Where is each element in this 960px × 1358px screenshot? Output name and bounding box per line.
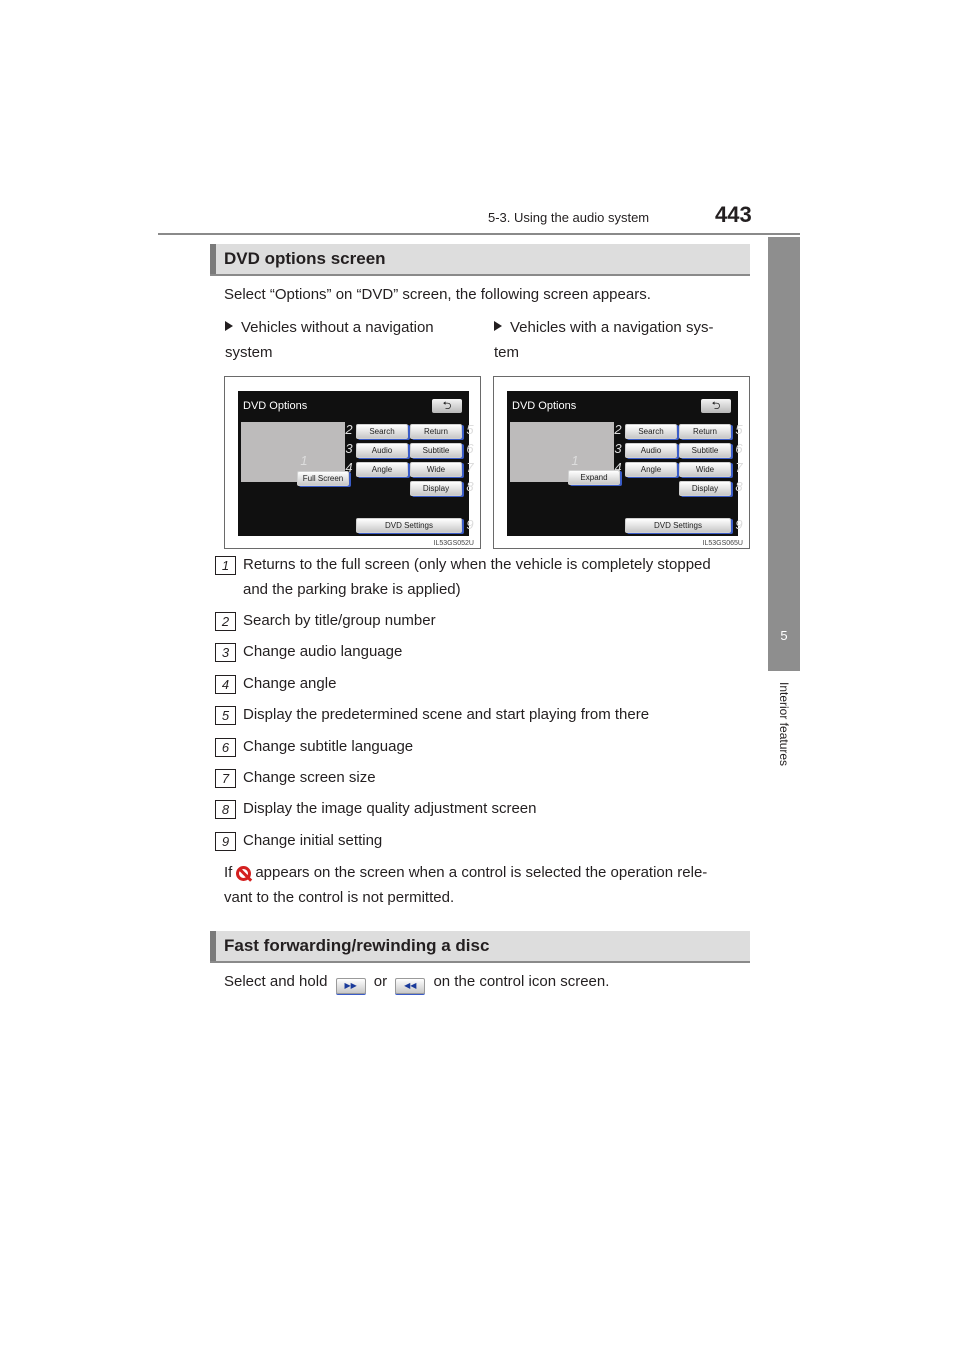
variant-without-nav bbox=[225, 315, 465, 365]
callout-5: 5 bbox=[735, 422, 743, 437]
item-number-8: 8 bbox=[215, 800, 236, 819]
item-text-9: Change initial setting bbox=[243, 832, 383, 849]
item-text-6: Change subtitle language bbox=[243, 738, 414, 755]
variant-without-nav-label: Vehicles without a navigation system bbox=[225, 319, 434, 361]
prohibit-note-line2: vant to the control is not permitted. bbox=[224, 889, 455, 906]
callout-9: 9 bbox=[466, 517, 474, 532]
return-button[interactable]: Return bbox=[410, 424, 462, 439]
fast-forward-instruction bbox=[224, 969, 609, 994]
dvd-options-screenshot-with-nav bbox=[493, 376, 750, 549]
fast-forward-heading-bar bbox=[210, 931, 750, 963]
callout-4: 4 bbox=[614, 460, 622, 475]
variant-with-nav bbox=[494, 315, 734, 365]
ff-text-after: on the control icon screen. bbox=[433, 973, 610, 990]
callout-3: 3 bbox=[614, 441, 622, 456]
item-text-1-line2: and the parking brake is applied) bbox=[243, 581, 461, 598]
header-rule bbox=[158, 233, 800, 235]
callout-7: 7 bbox=[466, 460, 474, 475]
screen-title: DVD Options bbox=[243, 400, 308, 412]
angle-button[interactable]: Angle bbox=[625, 462, 677, 477]
callout-8: 8 bbox=[466, 479, 474, 494]
callout-1: 1 bbox=[300, 453, 308, 468]
angle-button[interactable]: Angle bbox=[356, 462, 408, 477]
item-number-4: 4 bbox=[215, 675, 236, 694]
ff-text-before: Select and hold bbox=[224, 973, 328, 990]
item-text-1 bbox=[243, 552, 711, 602]
subtitle-button[interactable]: Subtitle bbox=[410, 443, 462, 458]
dvd-settings-button[interactable]: DVD Settings bbox=[356, 518, 462, 533]
dvd-options-intro: Select “Options” on “DVD” screen, the following screen appears. bbox=[224, 286, 651, 303]
rewind-icon: ◀◀ bbox=[395, 978, 425, 994]
expand-button[interactable]: Expand bbox=[568, 470, 620, 485]
screen-title: DVD Options bbox=[512, 400, 577, 412]
callout-4: 4 bbox=[345, 460, 353, 475]
triangle-bullet-icon bbox=[494, 321, 502, 331]
callout-1: 1 bbox=[571, 453, 579, 468]
item-number-2: 2 bbox=[215, 612, 236, 631]
fast-forward-icon: ▶▶ bbox=[336, 978, 366, 994]
item-number-7: 7 bbox=[215, 769, 236, 788]
full-screen-button[interactable]: Full Screen bbox=[297, 471, 349, 486]
callout-8: 8 bbox=[735, 479, 743, 494]
search-button[interactable]: Search bbox=[356, 424, 408, 439]
subtitle-button[interactable]: Subtitle bbox=[679, 443, 731, 458]
display-button[interactable]: Display bbox=[410, 481, 462, 496]
item-text-1-line1: Returns to the full screen (only when the vehicle is completely stopped bbox=[243, 556, 711, 573]
audio-button[interactable]: Audio bbox=[356, 443, 408, 458]
item-text-2: Search by title/group number bbox=[243, 612, 436, 629]
ff-text-middle: or bbox=[373, 973, 388, 990]
dvd-options-screenshot-without-nav bbox=[224, 376, 481, 549]
return-button[interactable]: Return bbox=[679, 424, 731, 439]
item-text-4: Change angle bbox=[243, 675, 337, 692]
callout-5: 5 bbox=[466, 422, 474, 437]
dvd-options-screen bbox=[507, 391, 743, 536]
search-button[interactable]: Search bbox=[625, 424, 677, 439]
figure-code: IL53GS065U bbox=[702, 540, 743, 547]
chapter-tab-label: Interior features bbox=[777, 682, 791, 767]
audio-button[interactable]: Audio bbox=[625, 443, 677, 458]
chapter-tab-label-wrap bbox=[777, 682, 791, 802]
wide-button[interactable]: Wide bbox=[679, 462, 731, 477]
item-number-1: 1 bbox=[215, 556, 236, 575]
section-title: 5-3. Using the audio system bbox=[488, 210, 650, 225]
dvd-options-screen bbox=[238, 391, 474, 536]
item-text-7: Change screen size bbox=[243, 769, 376, 786]
dvd-settings-button[interactable]: DVD Settings bbox=[625, 518, 731, 533]
callout-3: 3 bbox=[345, 441, 353, 456]
fast-forward-heading: Fast forwarding/rewinding a disc bbox=[224, 936, 490, 955]
chapter-tab bbox=[768, 237, 800, 671]
callout-6: 6 bbox=[735, 441, 743, 456]
back-arrow-icon[interactable]: ⮌ bbox=[701, 399, 731, 413]
callout-2: 2 bbox=[345, 422, 353, 437]
chapter-tab-number: 5 bbox=[780, 628, 788, 643]
callout-6: 6 bbox=[466, 441, 474, 456]
wide-button[interactable]: Wide bbox=[410, 462, 462, 477]
dvd-options-heading-bar bbox=[210, 244, 750, 276]
callout-2: 2 bbox=[614, 422, 622, 437]
item-text-3: Change audio language bbox=[243, 643, 403, 660]
item-number-5: 5 bbox=[215, 706, 236, 725]
note-after-icon: appears on the screen when a control is selected the operation rele- bbox=[255, 864, 708, 881]
page-number: 443 bbox=[715, 202, 752, 227]
prohibit-note-line1 bbox=[224, 860, 707, 885]
variant-with-nav-label: Vehicles with a navigation sys-tem bbox=[494, 319, 714, 361]
note-before-icon: If bbox=[224, 864, 233, 881]
item-number-6: 6 bbox=[215, 738, 236, 757]
figure-code: IL53GS052U bbox=[433, 540, 474, 547]
callout-7: 7 bbox=[735, 460, 743, 475]
display-button[interactable]: Display bbox=[679, 481, 731, 496]
dvd-options-heading: DVD options screen bbox=[224, 249, 386, 268]
item-number-9: 9 bbox=[215, 832, 236, 851]
item-number-3: 3 bbox=[215, 643, 236, 662]
callout-9: 9 bbox=[735, 517, 743, 532]
triangle-bullet-icon bbox=[225, 321, 233, 331]
item-text-8: Display the image quality adjustment screen bbox=[243, 800, 537, 817]
item-text-5: Display the predetermined scene and start playing from there bbox=[243, 706, 650, 723]
back-arrow-icon[interactable]: ⮌ bbox=[432, 399, 462, 413]
prohibited-icon bbox=[236, 866, 251, 881]
prohibit-note bbox=[224, 860, 707, 910]
